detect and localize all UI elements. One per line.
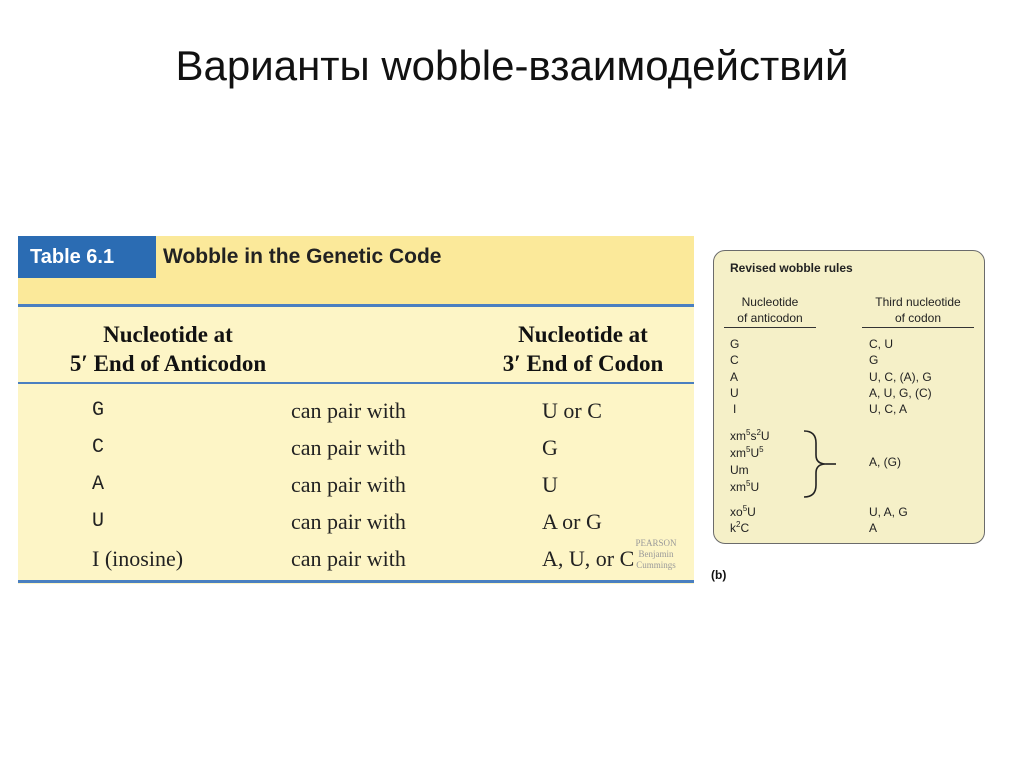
panel-codon-cell: U, C, (A), G — [869, 370, 932, 384]
panel-codon-cell: C, U — [869, 337, 893, 351]
superscript: 5 — [742, 504, 748, 513]
nucleoside-part: U — [747, 505, 756, 519]
watermark-line: Benjamin — [638, 549, 674, 559]
codon-cell: A, U, or C — [542, 546, 635, 571]
nucleoside-part: U — [750, 446, 760, 460]
slide-title: Варианты wobble-взаимодействий — [175, 42, 849, 89]
panel-anticodon-cell: G — [730, 337, 740, 351]
superscript: 5 — [746, 428, 751, 437]
table-label: Table 6.1 — [18, 236, 156, 278]
panel-anticodon-cell: C — [730, 353, 739, 367]
panel-header-line: Nucleotide — [741, 295, 799, 309]
nucleoside-part: U — [750, 480, 760, 494]
column-header-line: Nucleotide at — [518, 322, 648, 347]
superscript: 5 — [746, 479, 751, 488]
watermark-line: Cummings — [636, 560, 676, 570]
panel-anticodon-cell: I — [733, 402, 737, 416]
codon-cell: A or G — [542, 509, 602, 534]
anticodon-cell: U — [92, 510, 105, 533]
modified-nucleoside — [730, 445, 764, 461]
panel-codon-cell: U, C, A — [869, 402, 908, 416]
publisher-watermark — [618, 538, 694, 571]
panel-codon-cell: U, A, G — [869, 505, 908, 519]
table-row — [18, 540, 694, 577]
superscript: 5 — [759, 445, 764, 454]
panel-anticodon-cell: U — [730, 386, 739, 400]
superscript: 5 — [746, 445, 751, 454]
codon-cell: G — [542, 435, 558, 460]
panel-anticodon-cell: A — [730, 370, 739, 384]
nucleoside-base: Um — [730, 463, 749, 477]
column-header-line: 5′ End of Anticodon — [69, 351, 267, 376]
modified-nucleoside — [730, 462, 749, 478]
panel-codon-cell: A, U, G, (C) — [869, 386, 932, 400]
superscript: 2 — [756, 428, 761, 437]
modified-nucleoside — [730, 479, 759, 495]
panel-header-line: of anticodon — [737, 311, 803, 325]
revised-wobble-panel — [713, 250, 985, 544]
nucleoside-base: xm — [730, 446, 746, 460]
codon-cell: U or C — [542, 398, 602, 423]
nucleoside-part: U — [760, 429, 770, 443]
modified-nucleoside — [730, 504, 756, 520]
table-row — [18, 392, 694, 429]
panel-codon-cell: A — [869, 521, 878, 535]
nucleoside-base: xm — [730, 480, 746, 494]
figure-label: (b) — [711, 568, 727, 582]
nucleoside-part: s — [750, 429, 757, 443]
panel-column-header-codon — [862, 294, 974, 328]
table-row — [18, 466, 694, 503]
table-row — [18, 429, 694, 466]
modified-nucleoside — [730, 520, 749, 536]
column-header-anticodon — [38, 320, 298, 378]
curly-brace-icon — [800, 429, 840, 499]
nucleoside-base: xm — [730, 429, 746, 443]
panel-codon-cell: G — [869, 353, 879, 367]
nucleoside-part: C — [740, 521, 750, 535]
table-divider — [18, 382, 694, 384]
watermark-line: PEARSON — [635, 538, 677, 548]
relation-cell: can pair with — [291, 472, 406, 497]
superscript: 2 — [736, 520, 741, 529]
relation-cell: can pair with — [291, 509, 406, 534]
column-header-line: Nucleotide at — [103, 322, 233, 347]
codon-cell: U — [542, 472, 558, 497]
table-divider — [18, 580, 694, 583]
panel-header-line: Third nucleotide — [875, 295, 961, 309]
panel-header-line: of codon — [894, 311, 942, 325]
panel-title: Revised wobble rules — [730, 261, 853, 275]
relation-cell: can pair with — [291, 398, 406, 423]
panel-column-header-anticodon — [724, 294, 816, 328]
wobble-table — [18, 236, 694, 584]
relation-cell: can pair with — [291, 435, 406, 460]
table-divider — [18, 304, 694, 307]
anticodon-cell: I (inosine) — [92, 546, 184, 571]
column-header-codon — [478, 320, 688, 378]
column-header-line: 3′ End of Codon — [502, 351, 664, 376]
anticodon-cell: A — [92, 473, 105, 496]
relation-cell: can pair with — [291, 546, 406, 571]
table-title: Wobble in the Genetic Code — [163, 245, 442, 268]
nucleoside-base: k — [730, 521, 736, 535]
anticodon-cell: G — [92, 399, 105, 422]
table-row — [18, 503, 694, 540]
anticodon-cell: C — [92, 436, 105, 459]
nucleoside-base: xo — [730, 505, 743, 519]
modified-nucleoside — [730, 428, 770, 444]
panel-codon-cell: A, (G) — [869, 455, 901, 469]
